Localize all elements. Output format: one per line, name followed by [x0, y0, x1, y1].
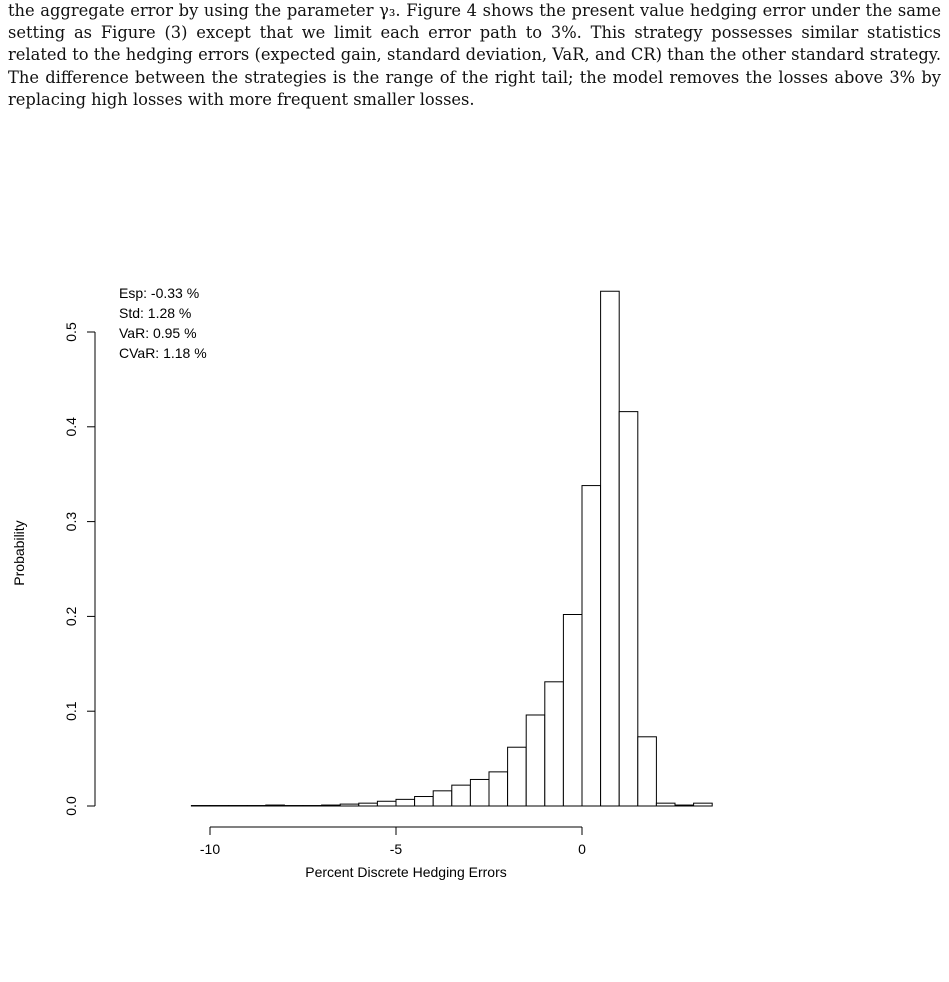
histogram-bar: [340, 804, 359, 806]
x-tick-label: 0: [578, 841, 586, 857]
y-axis-label: Probability: [11, 520, 27, 586]
histogram-bar: [656, 803, 675, 806]
histogram-bar: [470, 779, 489, 806]
y-tick-label: 0.5: [63, 322, 79, 342]
histogram-bars: [191, 291, 712, 806]
histogram-bar: [433, 791, 452, 806]
y-tick-label: 0.3: [63, 511, 79, 532]
y-tick-label: 0.1: [63, 701, 79, 721]
histogram-bar: [619, 412, 638, 806]
x-axis: [200, 827, 586, 857]
stat-std: Std: 1.28 %: [119, 305, 192, 321]
histogram-bar: [489, 772, 508, 806]
y-tick-label: 0.4: [63, 417, 79, 437]
x-tick-label: -5: [389, 841, 403, 857]
histogram-bar: [545, 682, 564, 806]
stat-var: VaR: 0.95 %: [119, 325, 197, 341]
histogram-bar: [694, 803, 713, 806]
y-tick-label: 0.2: [63, 606, 79, 627]
histogram-bar: [638, 737, 657, 806]
histogram-bar: [322, 805, 341, 806]
x-tick-label: -10: [199, 841, 221, 857]
body-paragraph: the aggregate error by using the parameter γ₃. Figure 4 shows the present value hedging error under the same setting as Figure (3) except that we limit each error path to 3%. This strategy possesses similar statistics related to the hedging errors (expected gain, standard deviation, VaR, and CR) than the other standard strategy. The difference between the strategies is the range of the right tail; the model removes the losses above 3% by replacing high losses with more frequent smaller losses.: [8, 1, 941, 109]
histogram-bar: [396, 799, 415, 806]
stat-esp: Esp: -0.33 %: [119, 285, 200, 301]
histogram-bar: [601, 291, 620, 806]
y-axis: [63, 322, 95, 816]
stat-cvar: CVaR: 1.18 %: [119, 345, 207, 361]
histogram-bar: [359, 803, 378, 806]
y-tick-label: 0.0: [63, 796, 79, 816]
x-axis-label: Percent Discrete Hedging Errors: [305, 864, 507, 880]
histogram-bar: [452, 785, 471, 806]
histogram-bar: [266, 805, 285, 806]
histogram-bar: [415, 797, 434, 806]
histogram-bar: [508, 747, 527, 806]
histogram-bar: [675, 805, 694, 806]
histogram-bar: [526, 715, 545, 806]
histogram-bar: [582, 486, 601, 806]
histogram-bar: [377, 801, 396, 806]
histogram-bar: [563, 615, 582, 807]
